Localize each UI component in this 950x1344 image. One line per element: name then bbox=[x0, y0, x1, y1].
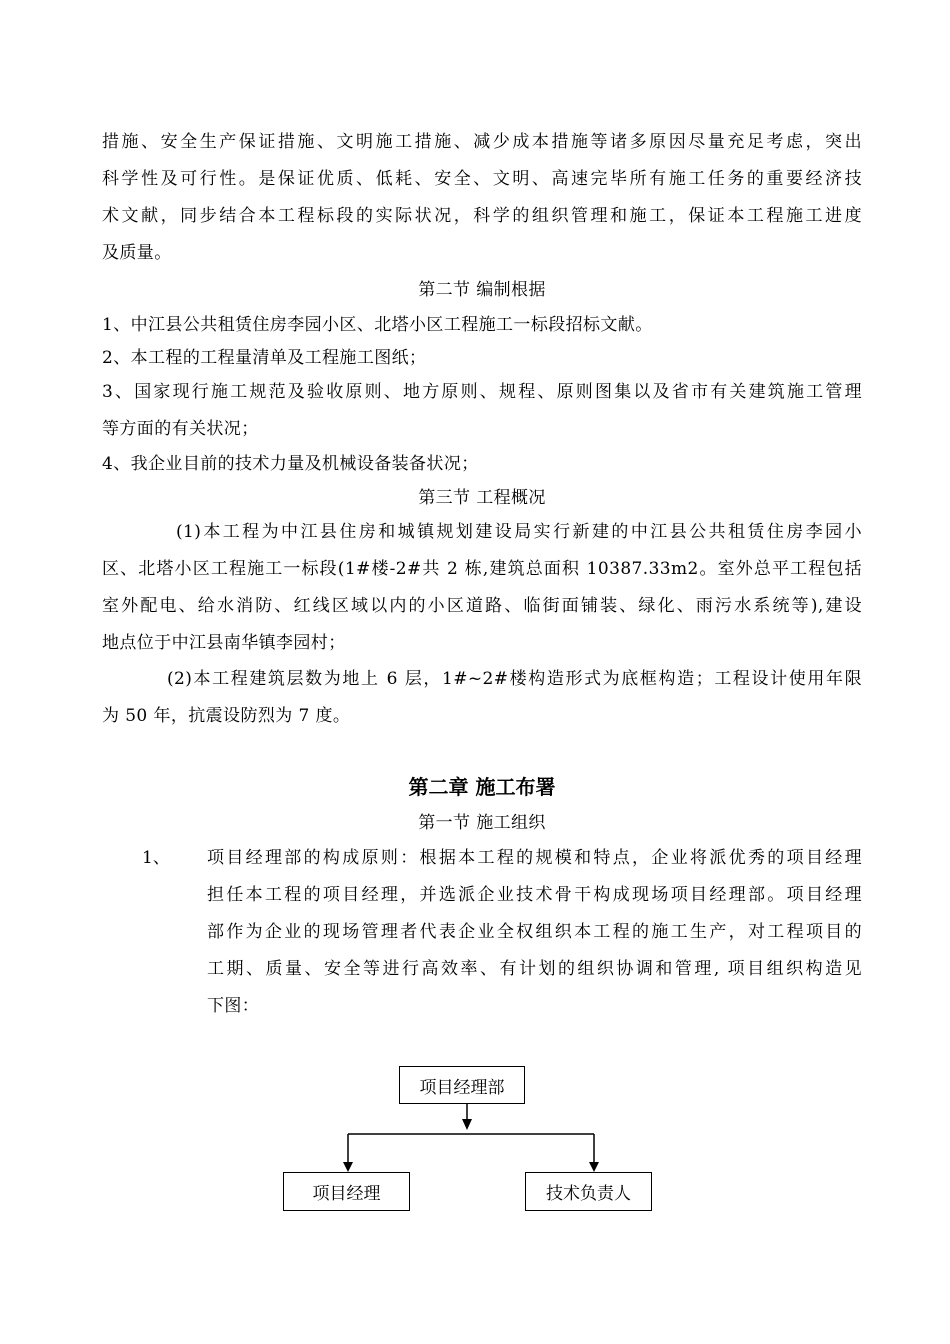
paragraph-line: 为 50 年，抗震设防烈为 7 度。 bbox=[102, 706, 351, 726]
org-box-root: 项目经理部 bbox=[399, 1066, 525, 1104]
list-item: 2、本工程的工程量清单及工程施工图纸； bbox=[102, 348, 427, 368]
list-item: 4、我企业目前的技术力量及机械设备装备状况； bbox=[102, 454, 479, 474]
paragraph-line: 区、北塔小区工程施工一标段(1#楼-2#共 2 栋,建筑总面积 10387.33m2。室外总平工程包括 bbox=[102, 559, 862, 579]
paragraph-line: 室外配电、给水消防、红线区域以内的小区道路、临街面铺装、绿化、雨污水系统等),建设 bbox=[102, 596, 862, 616]
arrow-down-icon bbox=[462, 1119, 472, 1130]
paragraph-line: 项目经理部的构成原则：根据本工程的规模和特点，企业将派优秀的项目经理 bbox=[207, 848, 862, 868]
paragraph-line: 科学性及可行性。是保证优质、低耗、安全、文明、高速完毕所有施工任务的重要经济技 bbox=[102, 169, 862, 189]
arrow-down-icon bbox=[589, 1162, 599, 1172]
paragraph-line: (1)本工程为中江县住房和城镇规划建设局实行新建的中江县公共租赁住房李园小 bbox=[176, 522, 862, 542]
paragraph-line: 担任本工程的项目经理，并选派企业技术骨干构成现场项目经理部。项目经理 bbox=[207, 885, 862, 905]
list-item: 1、中江县公共租赁住房李园小区、北塔小区工程施工一标段招标文献。 bbox=[102, 315, 653, 335]
list-item: 3、国家现行施工规范及验收原则、地方原则、规程、原则图集以及省市有关建筑施工管理 bbox=[102, 382, 862, 402]
org-box-child: 项目经理 bbox=[283, 1172, 410, 1211]
paragraph-line: 下图： bbox=[207, 996, 260, 1016]
list-item: 等方面的有关状况； bbox=[102, 419, 259, 439]
section-title: 第三节 工程概况 bbox=[418, 488, 546, 508]
arrow-down-icon bbox=[343, 1162, 353, 1172]
section-title: 第二节 编制根据 bbox=[418, 280, 546, 300]
paragraph-line: 措施、安全生产保证措施、文明施工措施、减少成本措施等诸多原因尽量充足考虑，突出 bbox=[102, 132, 862, 152]
paragraph-line: 部作为企业的现场管理者代表企业全权组织本工程的施工生产，对工程项目的 bbox=[207, 922, 862, 942]
paragraph-line: 地点位于中江县南华镇李园村； bbox=[102, 633, 346, 653]
chapter-title: 第二章 施工布署 bbox=[408, 775, 556, 799]
paragraph-line: 术文献，同步结合本工程标段的实际状况，科学的组织管理和施工，保证本工程施工进度 bbox=[102, 206, 862, 226]
item-number: 1、 bbox=[142, 848, 170, 868]
org-box-child: 技术负责人 bbox=[525, 1172, 652, 1211]
paragraph-line: (2)本工程建筑层数为地上 6 层，1#~2#楼构造形式为底框构造；工程设计使用年限 bbox=[167, 669, 862, 689]
paragraph-line: 及质量。 bbox=[102, 243, 172, 263]
paragraph-line: 工期、质量、安全等进行高效率、有计划的组织协调和管理, 项目组织构造见 bbox=[207, 959, 862, 979]
section-title: 第一节 施工组织 bbox=[418, 813, 546, 833]
